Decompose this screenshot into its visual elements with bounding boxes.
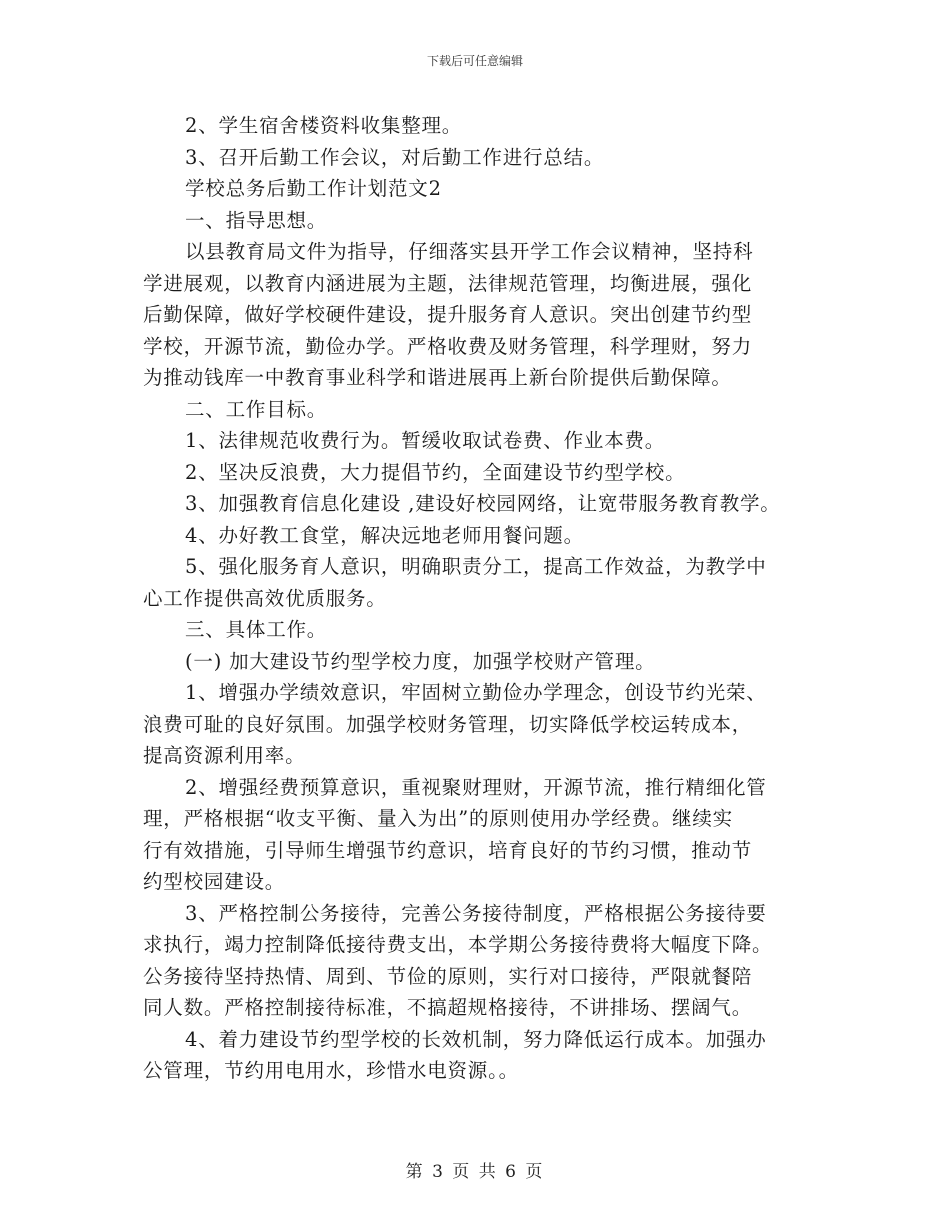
text-line: 2、坚决反浪费，大力提倡节约，全面建设节约型学校。: [185, 460, 686, 484]
text-line: 学校，开源节流，勤俭办学。严格收费及财务管理，科学理财，努力: [143, 334, 753, 358]
text-line: 3、召开后勤工作会议，对后勤工作进行总结。: [185, 145, 605, 169]
text-line: 提高资源利用率。: [143, 744, 306, 767]
text-line: 学校总务后勤工作计划范文2: [185, 177, 442, 200]
text-line: 二、工作目标。: [185, 397, 328, 421]
text-line: 3、严格控制公务接待，完善公务接待制度，严格根据公务接待要: [185, 901, 767, 925]
page-footer: 第 3 页 共 6 页: [405, 1162, 545, 1182]
text-line: 3、加强教育信息化建设 ,建设好校园网络，让宽带服务教育教学。: [185, 492, 781, 515]
text-line: 三、具体工作。: [185, 618, 328, 641]
text-line: 一、指导思想。: [185, 208, 328, 232]
text-line: 公务接待坚持热情、周到、节俭的原则，实行对口接待，严限就餐陪: [143, 964, 753, 988]
document-body: [143, 110, 823, 1087]
text-line: 以县教育局文件为指导，仔细落实县开学工作会议精神，坚持科: [185, 240, 754, 263]
text-line: 1、法律规范收费行为。暂缓收取试卷费、作业本费。: [185, 429, 666, 452]
text-line: 2、学生宿舍楼资料收集整理。: [185, 114, 463, 137]
text-line: 行有效措施，引导师生增强节约意识，培育良好的节约习惯，推动节: [143, 838, 753, 862]
text-line: (一) 加大建设节约型学校力度，加强学校财产管理。: [185, 649, 656, 673]
page-header: 下载后可任意编辑: [426, 54, 523, 68]
text-line: 后勤保障，做好学校硬件建设，提升服务育人意识。突出创建节约型: [143, 303, 753, 326]
text-line: 4、着力建设节约型学校的长效机制，努力降低运行成本。加强办: [185, 1027, 767, 1051]
text-line: 公管理，节约用电用水，珍惜水电资源。。: [143, 1059, 519, 1082]
text-line: 4、办好教工食堂，解决远地老师用餐问题。: [185, 523, 584, 547]
text-line: 心工作提供高效优质服务。: [143, 586, 387, 610]
text-line: 同人数。严格控制接待标准，不搞超规格接待，不讲排场、摆阔气。: [143, 996, 753, 1019]
text-line: 学进展观，以教育内涵进展为主题，法律规范管理，均衡进展，强化: [143, 271, 753, 295]
text-line: 为推动钱库一中教育事业科学和谐进展再上新台阶提供后勤保障。: [143, 366, 732, 389]
text-line: 约型校园建设。: [143, 870, 286, 893]
text-line: 理，严格根据“收支平衡、量入为出”的原则使用办学经费。继续实: [143, 807, 733, 830]
text-line: 5、强化服务育人意识，明确职责分工，提高工作效益，为教学中: [185, 555, 767, 578]
text-line: 浪费可耻的良好氛围。加强学校财务管理，切实降低学校运转成本，: [143, 712, 753, 736]
text-line: 1、增强办学绩效意识，牢固树立勤俭办学理念，创设节约光荣、: [185, 681, 767, 704]
text-line: 2、增强经费预算意识，重视聚财理财，开源节流，推行精细化管: [185, 775, 767, 799]
text-line: 求执行，竭力控制降低接待费支出，本学期公务接待费将大幅度下降。: [143, 933, 773, 956]
